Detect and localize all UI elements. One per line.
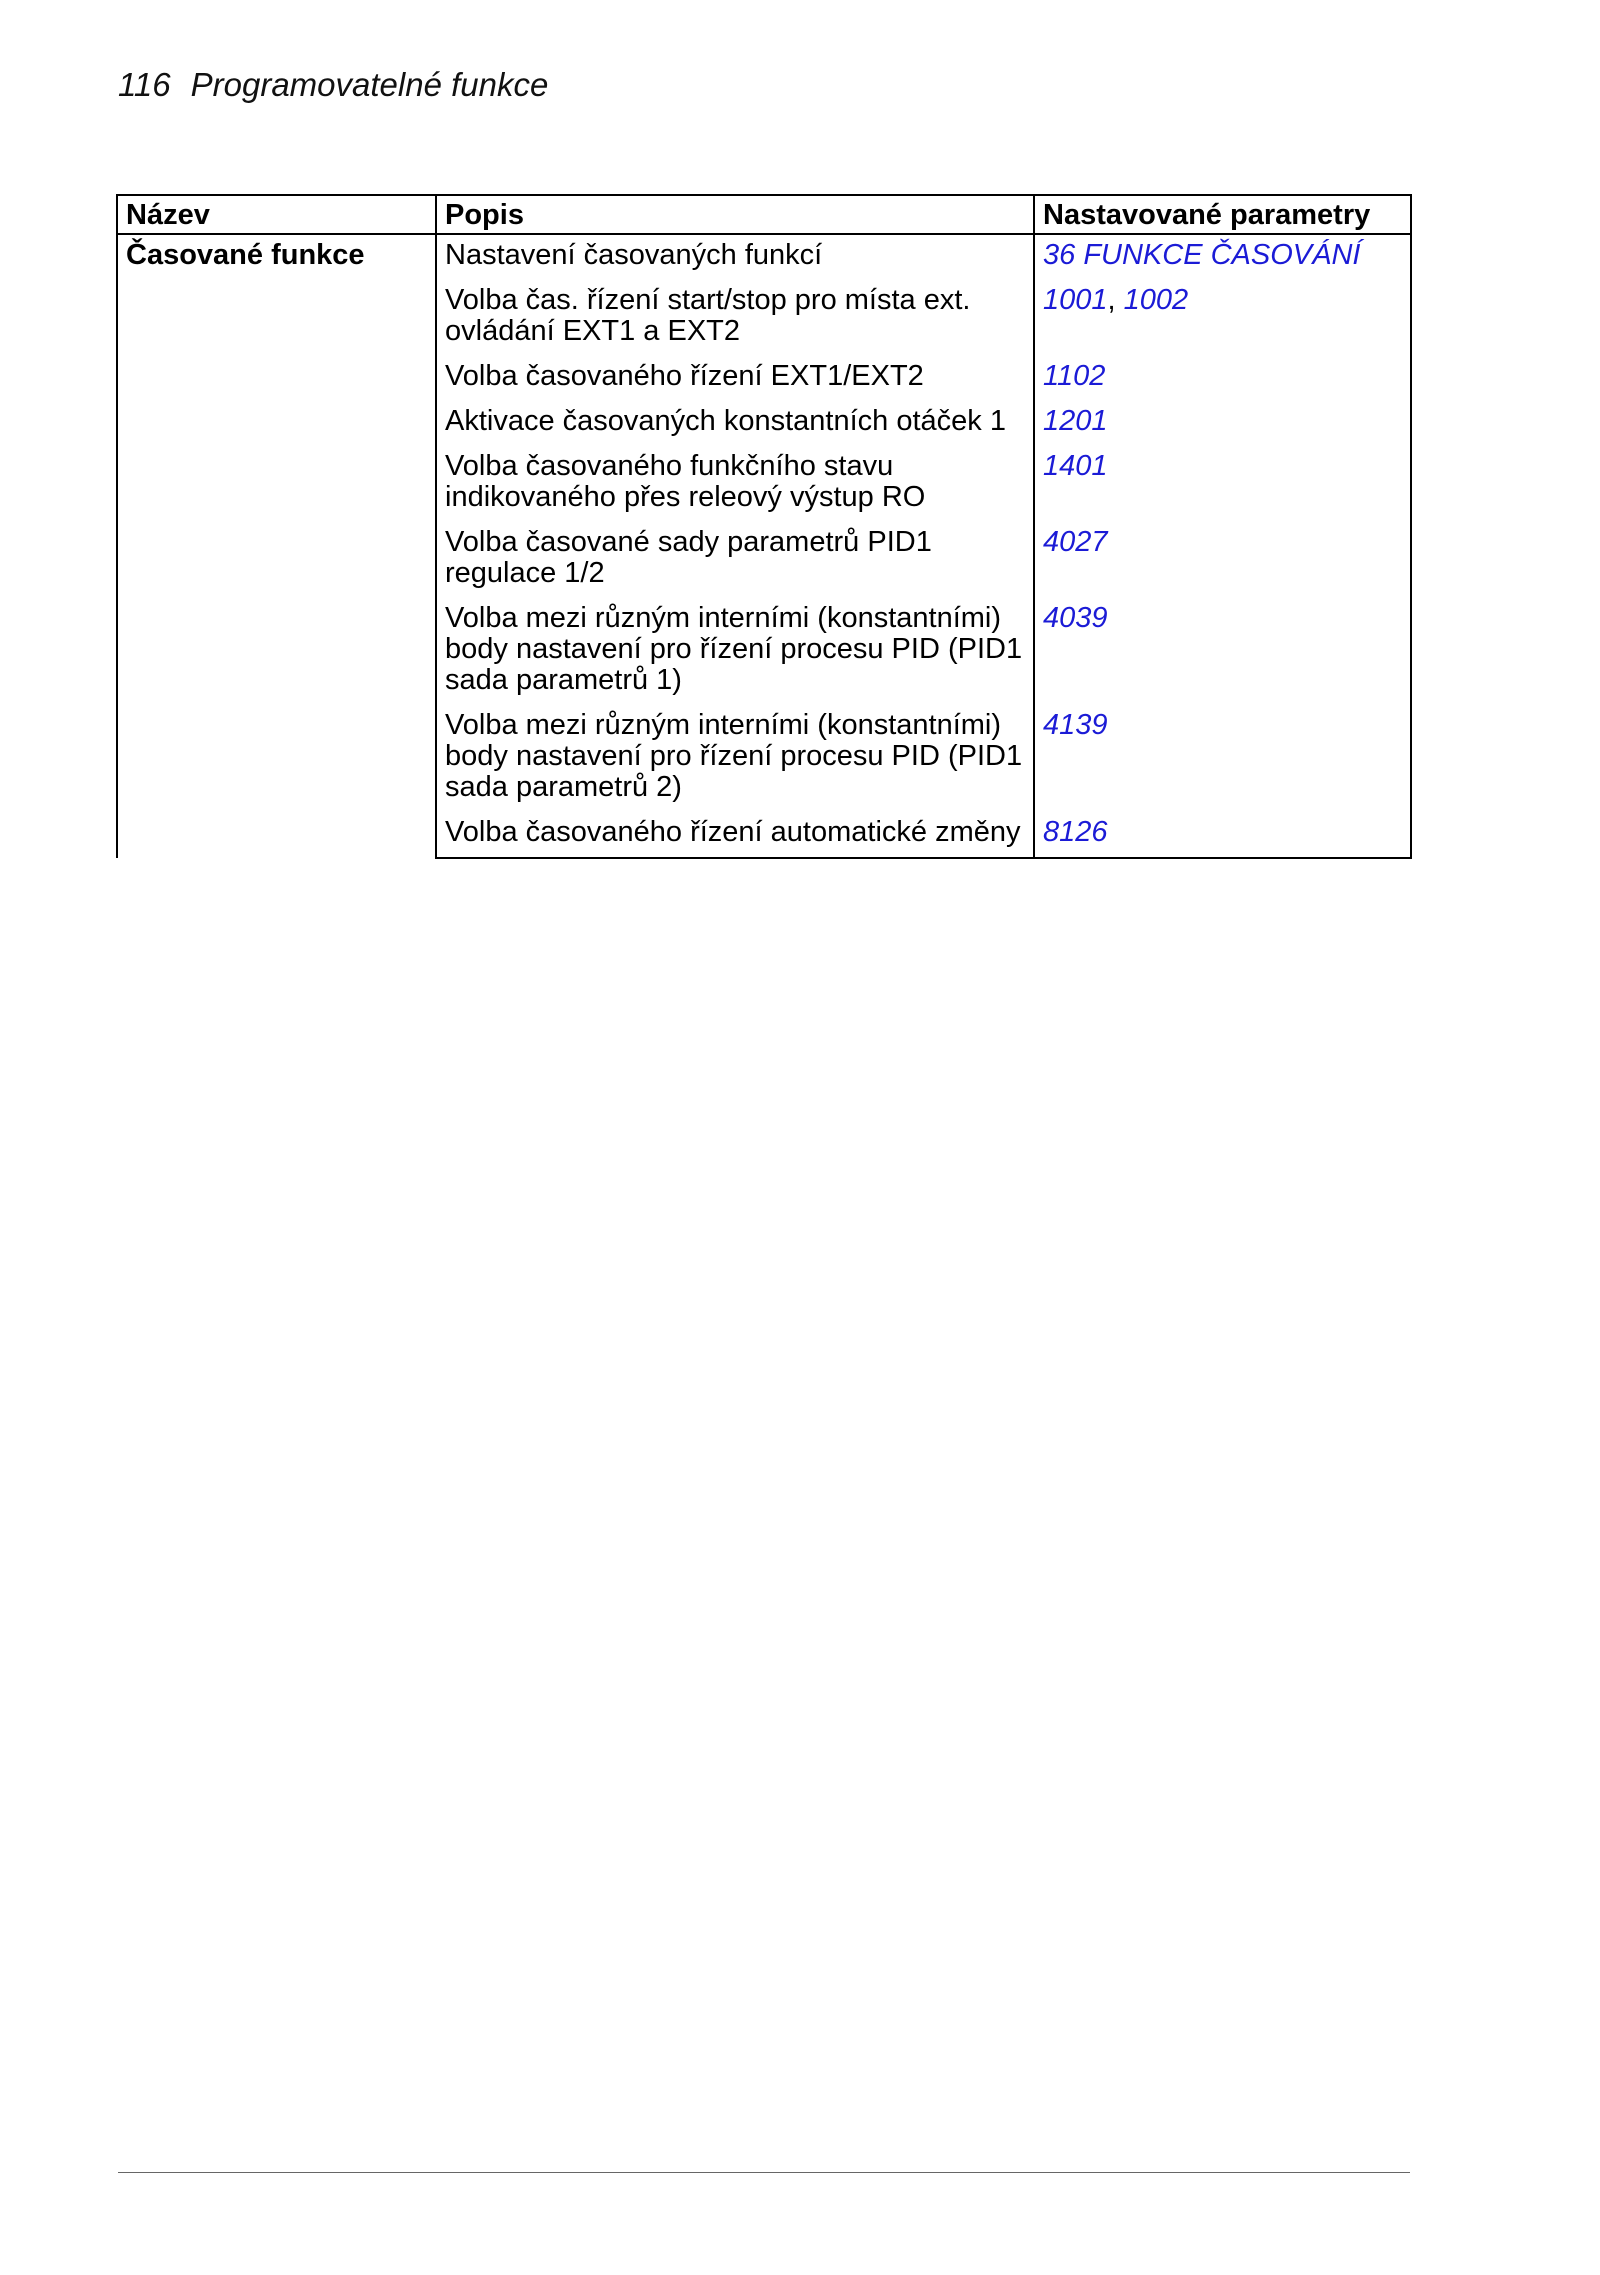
param-link[interactable]: 4139 bbox=[1043, 709, 1108, 741]
description-cell: Volba čas. řízení start/stop pro místa ext. ovládání EXT1 a EXT2 bbox=[436, 280, 1034, 356]
description-cell: Volba časované sady parametrů PID1 regulace 1/2 bbox=[436, 522, 1034, 598]
param-link[interactable]: 36 FUNKCE ČASOVÁNÍ bbox=[1043, 239, 1361, 271]
params-cell bbox=[1034, 446, 1411, 522]
table-header-row bbox=[117, 195, 1411, 234]
param-link[interactable]: 1002 bbox=[1123, 284, 1189, 316]
column-header-name: Název bbox=[117, 195, 436, 234]
param-link[interactable]: 1401 bbox=[1043, 450, 1108, 482]
description-cell: Volba časovaného řízení EXT1/EXT2 bbox=[436, 356, 1034, 401]
table-body bbox=[117, 234, 1411, 858]
description-cell: Volba časovaného funkčního stavu indikovaného přes releový výstup RO bbox=[436, 446, 1034, 522]
page-number: 116 bbox=[118, 66, 171, 103]
params-cell bbox=[1034, 234, 1411, 280]
param-separator: , bbox=[1107, 284, 1124, 316]
column-header-description: Popis bbox=[436, 195, 1034, 234]
page-header bbox=[118, 66, 548, 104]
param-link[interactable]: 1201 bbox=[1043, 405, 1108, 437]
function-name-cell: Časované funkce bbox=[117, 234, 436, 858]
footer-rule bbox=[118, 2172, 1410, 2173]
description-cell: Volba časovaného řízení automatické změny bbox=[436, 812, 1034, 858]
param-link[interactable]: 4039 bbox=[1043, 602, 1108, 634]
param-link[interactable]: 1001 bbox=[1043, 284, 1108, 316]
params-cell bbox=[1034, 356, 1411, 401]
section-title: Programovatelné funkce bbox=[190, 66, 549, 103]
param-link[interactable]: 8126 bbox=[1043, 816, 1108, 848]
functions-table bbox=[116, 194, 1412, 859]
column-header-params: Nastavované parametry bbox=[1034, 195, 1411, 234]
param-link[interactable]: 4027 bbox=[1043, 526, 1108, 558]
params-cell bbox=[1034, 598, 1411, 705]
description-cell: Aktivace časovaných konstantních otáček 1 bbox=[436, 401, 1034, 446]
description-cell: Nastavení časovaných funkcí bbox=[436, 234, 1034, 280]
params-cell bbox=[1034, 401, 1411, 446]
params-cell bbox=[1034, 812, 1411, 858]
params-cell bbox=[1034, 705, 1411, 812]
description-cell: Volba mezi různým interními (konstantními) body nastavení pro řízení procesu PID (PID1 sada parametrů 1) bbox=[436, 598, 1034, 705]
param-link[interactable]: 1102 bbox=[1043, 360, 1106, 392]
params-cell bbox=[1034, 522, 1411, 598]
description-cell: Volba mezi různým interními (konstantními) body nastavení pro řízení procesu PID (PID1 sada parametrů 2) bbox=[436, 705, 1034, 812]
table-row bbox=[117, 234, 1411, 280]
params-cell bbox=[1034, 280, 1411, 356]
